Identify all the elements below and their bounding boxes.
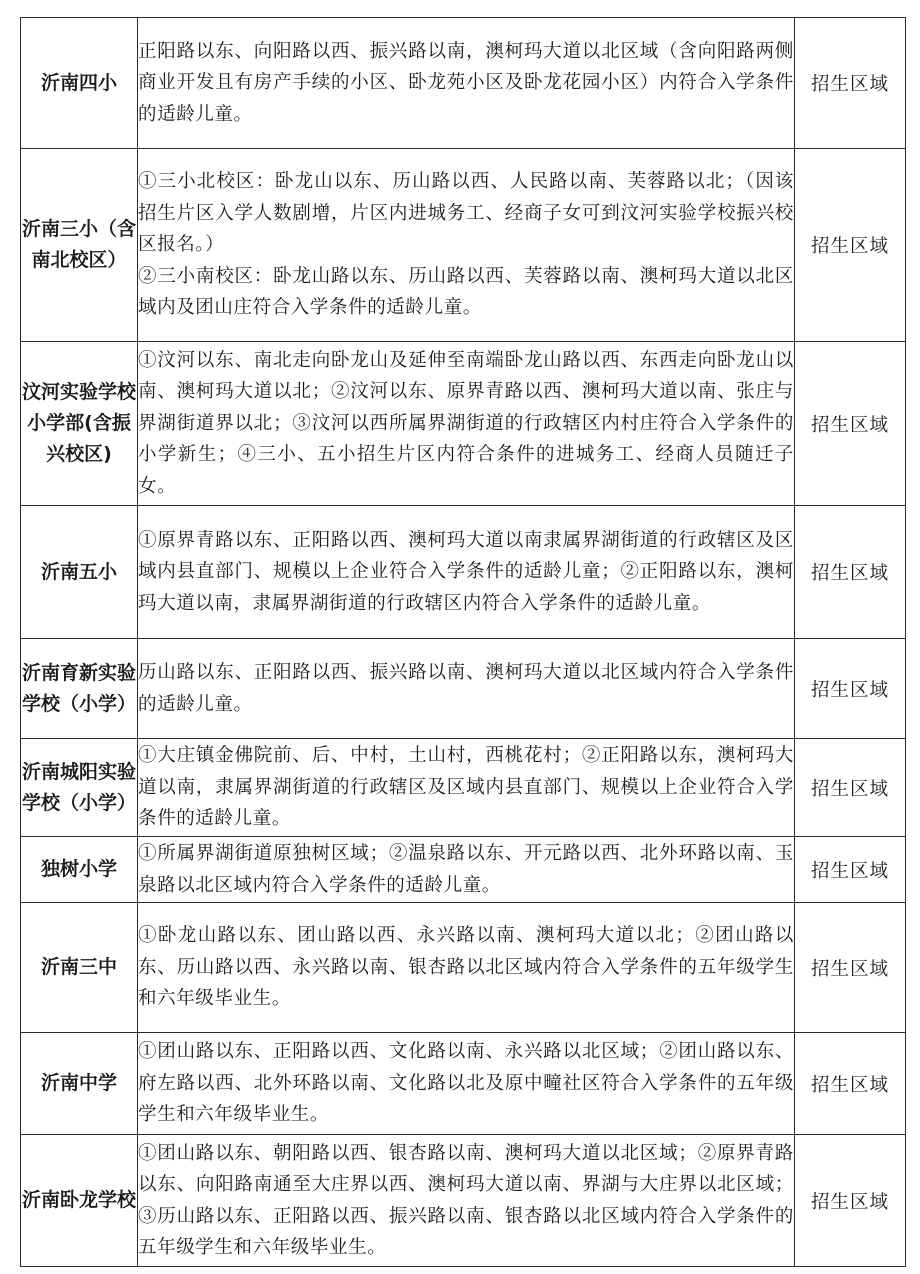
area-description-cell: 正阳路以东、向阳路以西、振兴路以南，澳柯玛大道以北区域（含向阳路两侧商业开发且有房产手续的小区、卧龙苑小区及卧龙花园小区）内符合入学条件的适龄儿童。 [138,18,795,149]
zone-type-cell: 招生区域 [795,739,906,837]
area-description-cell: ①汶河以东、南北走向卧龙山及延伸至南端卧龙山路以西、东西走向卧龙山以南、澳柯玛大道以北；②汶河以东、原界青路以西、澳柯玛大道以南、张庄与界湖街道界以北；③汶河以西所属界湖街道的行政辖区内村庄符合入学条件的小学新生；④三小、五小招生片区内符合条件的进城务工、经商人员随迁子女。 [138,342,795,506]
school-name-cell: 沂南育新实验学校（小学） [21,639,138,739]
area-description-cell: ①大庄镇金佛院前、后、中村，土山村，西桃花村；②正阳路以东，澳柯玛大道以南，隶属界湖街道的行政辖区及区域内县直部门、规模以上企业符合入学条件的适龄儿童。 [138,739,795,837]
area-description-cell [138,149,795,342]
area-description-cell: ①原界青路以东、正阳路以西、澳柯玛大道以南隶属界湖街道的行政辖区及区域内县直部门、规模以上企业符合入学条件的适龄儿童；②正阳路以东，澳柯玛大道以南，隶属界湖街道的行政辖区内符合入学条件的适龄儿童。 [138,506,795,639]
table-row [21,18,906,149]
zone-type-cell: 招生区域 [795,506,906,639]
school-name-cell: 沂南卧龙学校 [21,1135,138,1267]
school-name-cell: 汶河实验学校小学部(含振兴校区) [21,342,138,506]
zone-type-cell: 招生区域 [795,149,906,342]
enrollment-zone-table [20,17,906,1267]
table-row [21,149,906,342]
table-row [21,1033,906,1135]
zone-type-cell: 招生区域 [795,1033,906,1135]
table-row [21,1135,906,1267]
zone-type-cell: 招生区域 [795,903,906,1033]
area-description-cell: ①团山路以东、正阳路以西、文化路以南、永兴路以北区域；②团山路以东、府左路以西、北外环路以南、文化路以北及原中疃社区符合入学条件的五年级学生和六年级毕业生。 [138,1033,795,1135]
zone-type-cell: 招生区域 [795,639,906,739]
area-description-cell: 历山路以东、正阳路以西、振兴路以南、澳柯玛大道以北区域内符合入学条件的适龄儿童。 [138,639,795,739]
table-row [21,342,906,506]
table-row [21,903,906,1033]
zone-type-cell: 招生区域 [795,342,906,506]
area-description-cell: ①卧龙山路以东、团山路以西、永兴路以南、澳柯玛大道以北；②团山路以东、历山路以西、永兴路以南、银杏路以北区域内符合入学条件的五年级学生和六年级毕业生。 [138,903,795,1033]
area-description-cell: ①所属界湖街道原独树区域；②温泉路以东、开元路以西、北外环路以南、玉泉路以北区域内符合入学条件的适龄儿童。 [138,837,795,903]
school-name-cell: 沂南三中 [21,903,138,1033]
area-line-1: ①三小北校区：卧龙山以东、历山路以西、人民路以南、芙蓉路以北；（因该招生片区入学人数剧增，片区内进城务工、经商子女可到汶河实验学校振兴校区报名。） [138,171,794,256]
zone-type-cell: 招生区域 [795,1135,906,1267]
area-line-2: ②三小南校区：卧龙山路以东、历山路以西、芙蓉路以南、澳柯玛大道以北区域内及团山庄符合入学条件的适龄儿童。 [138,265,794,319]
school-name-cell: 沂南四小 [21,18,138,149]
school-name-cell: 沂南五小 [21,506,138,639]
school-name-cell: 沂南三小（含南北校区） [21,149,138,342]
area-description-cell: ①团山路以东、朝阳路以西、银杏路以南、澳柯玛大道以北区域；②原界青路以东、向阳路南通至大庄界以西、澳柯玛大道以南、界湖与大庄界以北区域；③历山路以东、正阳路以西、振兴路以南、银杏路以北区域内符合入学条件的五年级学生和六年级毕业生。 [138,1135,795,1267]
school-name-cell: 沂南中学 [21,1033,138,1135]
school-name-cell: 独树小学 [21,837,138,903]
zone-type-cell: 招生区域 [795,18,906,149]
table-row [21,837,906,903]
school-name-cell: 沂南城阳实验学校（小学） [21,739,138,837]
table-row [21,506,906,639]
zone-type-cell: 招生区域 [795,837,906,903]
table-row [21,639,906,739]
table-row [21,739,906,837]
